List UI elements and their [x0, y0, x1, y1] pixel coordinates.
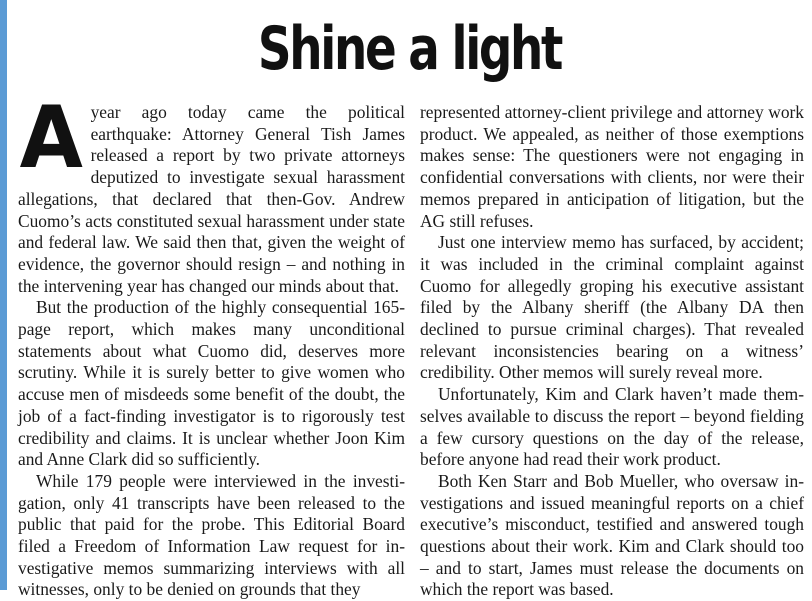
paragraph-3-continued: represented attorney-client privilege and attorney work product. We appealed, as neither of those exemptions makes sense: The questioners were not engaging in confidential conversations with clients, nor were their memos prepared in anticipation of litigation, but the AG still refuses.	[420, 102, 804, 231]
paragraph-4: Just one interview memo has surfaced, by accident; it was included in the criminal complaint against Cuomo for allegedly groping his executive assistant filed by the Albany sheriff (the Albany DA then declined to pursue criminal charges). That revealed relevant inconsistencies bearing on a witness’ credibility. Other memos will surely reveal more.	[420, 232, 804, 383]
headline: Shine a light	[257, 14, 562, 84]
paragraph-6: Both Ken Starr and Bob Mueller, who oversaw investigations and issued meaningful reports on a chief executive’s misconduct, testified and answered tough questions about their work. Kim and Clark should too – and to start, James must release the documents on which the report was based.	[420, 470, 804, 600]
paragraph-1	[18, 88, 405, 297]
article-column-left	[18, 88, 405, 601]
drop-cap: A	[19, 88, 83, 188]
article-column-right	[420, 102, 804, 601]
paragraph-2: But the production of the highly consequential 165-page report, which makes many unconditional statements about what Cuomo did, deserves more scrutiny. While it is surely better to give women who accuse men of misdeeds some benefit of the doubt, the job of a fact-finding investigator is to rigorously test credibility and claims. It is unclear whether Joon Kim and Anne Clark did so sufficiently.	[18, 297, 405, 470]
paragraph-5: Unfortunately, Kim and Clark haven’t made themselves available to discuss the report – beyond fielding a few cursory questions on the day of the release, before anyone had read their work product.	[420, 384, 804, 470]
page-edge-rule	[0, 0, 7, 590]
paragraph-1-text: year ago today came the political earthquake: Attorney General Tish James released a report by two private attorneys deputized to investigate sexual harassment allegations, that declared that then-Gov. Andrew Cuomo’s acts constituted sexual harassment under state and federal law. We said then that, given the weight of evidence, the governor should resign – and nothing in the intervening year has changed our minds about that.	[18, 102, 405, 296]
paragraph-3: While 179 people were interviewed in the investigation, only 41 transcripts have been released to the public that paid for the probe. This Editorial Board filed a Freedom of Information Law request for investigative memos summarizing interviews with all witnesses, only to be denied on grounds that they	[18, 470, 405, 600]
cropped-top-line	[7, 0, 812, 8]
